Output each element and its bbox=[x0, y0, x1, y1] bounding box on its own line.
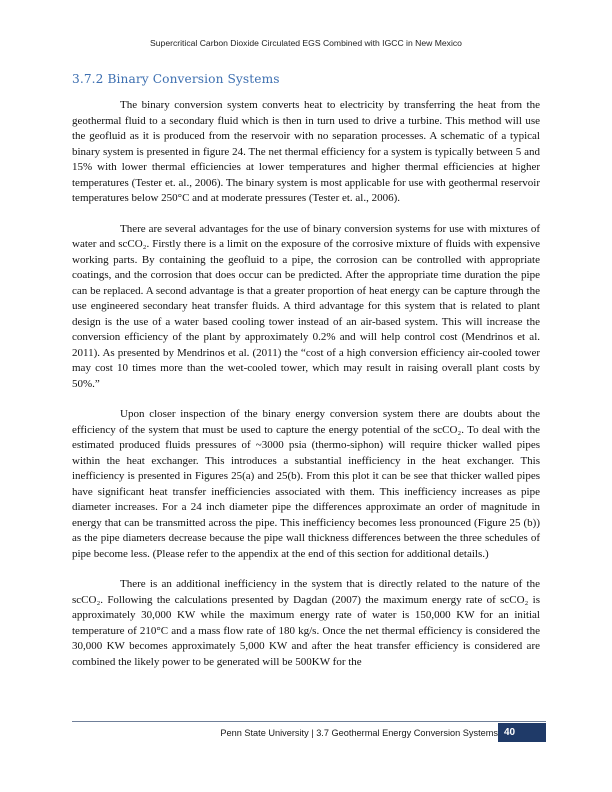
paragraph-additional-inefficiency: There is an additional inefficiency in the system that is directly related to the nature of the scCO₂. Following the calculations presented by Dagdan (2007) the maximum energy rate of scCO₂ is approximately 30,000 KW while the maximum energy rate of water is 150,000 KW for an initial temperature of 210°C and a mass flow rate of 180 kg/s. Once the net thermal efficiency is considered the 30,000 KW becomes approximately 5,000 KW and after the heat transfer efficiency is considered are combined the likely power to be generated will be 500KW for the bbox=[72, 578, 540, 668]
paragraph-binary-overview: The binary conversion system converts heat to electricity by transferring the heat from the geothermal fluid to a secondary fluid which is then in turn used to drive a turbine. This method will use the geofluid as it is produced from the reservoir with no separation processes. A schematic of a typical binary system is presented in figure 24. The net thermal efficiency for a system is typically between 5 and 15% with lower thermal efficiencies at lower temperatures and higher thermal efficiencies at higher temperatures (Tester et. al., 2006). The binary system is most applicable for use with geothermal reservoir temperatures below 250°C and at moderate pressures (Tester et. al., 2006). bbox=[72, 99, 540, 204]
running-header: Supercritical Carbon Dioxide Circulated EGS Combined with IGCC in New Mexico bbox=[150, 38, 462, 48]
page-number-badge: 40 bbox=[498, 723, 546, 742]
footer-text: Penn State University | 3.7 Geothermal Energy Conversion Systems bbox=[220, 728, 498, 738]
body-text bbox=[72, 98, 540, 670]
footer-divider bbox=[72, 721, 546, 722]
paragraph-efficiency-doubts: Upon closer inspection of the binary energy conversion system there are doubts about the efficiency of the system that must be used to capture the energy potential of the scCO₂. To deal with the estimated produced fluids pressures of ~3000 psia (thermo-siphon) will require thicker walled pipes within the heat exchanger. This introduces a substantial inefficiency in the heat exchanger. This inefficiency is presented in Figures 25(a) and 25(b). From this plot it can be see that thicker walled pipes have significant heat transfer inefficiencies associated with them. This inefficiency increases as pipe diameter increases. For a 24 inch diameter pipe the differences approximate an order of magnitude in energy that can be transmitted across the pipe. This inefficiency becomes less pronounced (Figure 25 (b)) as the pipe diameters decrease because the pipe wall thickness differences between the three schedules of pipe become less. (Please refer to the appendix at the end of this section for additional details.) bbox=[72, 408, 540, 560]
paragraph-advantages: There are several advantages for the use of binary conversion systems for use with mixtures of water and scCO₂. Firstly there is a limit on the exposure of the corrosive mixture of fluids with expensive working parts. By containing the geofluid to a pipe, the corrosion can be controlled with appropriate coatings, and the corrosion that does occur can be predicted. After the appropriate time duration the pipe can be replaced. A second advantage is that a greater proportion of heat energy can be capture through the use engineered secondary heat transfer fluids. A third advantage for this system that is related to plant design is the use of a water based cooling tower instead of an air-based system. This will increase the conversion efficiency of the plant by approximately 0.2% and will help control cost (Mendrinos et al. 2011). As presented by Mendrinos et al. (2011) the “cost of a high conversion efficiency air-cooled tower may cost 10 times more than the wet-cooled tower, which may result in raising overall plant costs by 50%.” bbox=[72, 222, 540, 390]
section-heading: 3.7.2 Binary Conversion Systems bbox=[72, 72, 280, 86]
